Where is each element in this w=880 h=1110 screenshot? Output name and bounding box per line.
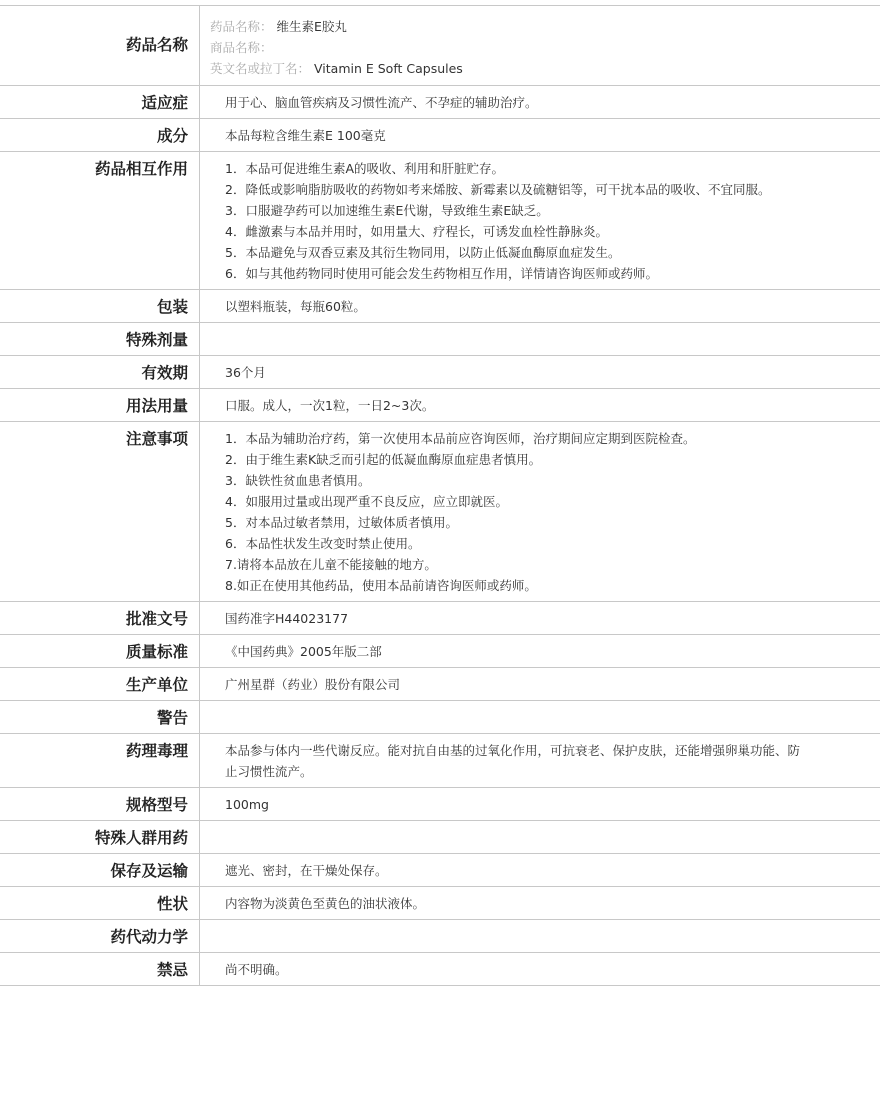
- row-value-line: 本品参与体内一些代谢反应。能对抗自由基的过氧化作用，可抗衰老、保护皮肤，还能增强卵巢功能、防止习惯性流产。: [225, 743, 801, 779]
- row-value: [200, 734, 880, 787]
- row-value-line: 1．本品为辅助治疗药，第一次使用本品前应咨询医师，治疗期间应定期到医院检查。: [225, 431, 696, 446]
- row-label: 保存及运输: [0, 854, 200, 886]
- table-row: [0, 668, 880, 701]
- row-value-line: 本品每粒含维生素E 100毫克: [225, 128, 386, 143]
- row-value: [200, 635, 880, 667]
- row-value: [200, 887, 880, 919]
- row-value-line: 广州星群（药业）股份有限公司: [225, 677, 401, 692]
- row-value-line: 100mg: [225, 797, 269, 812]
- table-row: [0, 422, 880, 602]
- table-row: [0, 152, 880, 290]
- table-row: [0, 854, 880, 887]
- table-row: [0, 821, 880, 854]
- row-label: 包装: [0, 290, 200, 322]
- row-label: 药代动力学: [0, 920, 200, 952]
- row-value: [200, 602, 880, 634]
- row-value-line: 4．雌激素与本品并用时，如用量大、疗程长，可诱发血栓性静脉炎。: [225, 224, 608, 239]
- row-value-line: 36个月: [225, 365, 266, 380]
- row-value: [200, 152, 880, 289]
- table-row: [0, 920, 880, 953]
- row-value-line: 《中国药典》2005年版二部: [225, 644, 382, 659]
- row-label: 药品名称: [0, 6, 200, 85]
- row-value: [200, 854, 880, 886]
- row-label: 药理毒理: [0, 734, 200, 787]
- table-row: [0, 953, 880, 986]
- drug-name-value: 维生素E胶丸: [276, 19, 347, 34]
- row-value: [200, 86, 880, 118]
- table-row: [0, 635, 880, 668]
- row-value-line: 2．降低或影响脂肪吸收的药物如考来烯胺、新霉素以及硫糖铝等，可干扰本品的吸收、不宜同服。: [225, 182, 771, 197]
- row-value-line: 遮光、密封，在干燥处保存。: [225, 863, 388, 878]
- row-label: 禁忌: [0, 953, 200, 985]
- row-value-line: 4．如服用过量或出现严重不良反应，应立即就医。: [225, 494, 508, 509]
- row-value: [200, 389, 880, 421]
- row-value-line: 用于心、脑血管疾病及习惯性流产、不孕症的辅助治疗。: [225, 95, 538, 110]
- table-row: [0, 734, 880, 788]
- row-value-line: 6．如与其他药物同时使用可能会发生药物相互作用，详情请咨询医师或药师。: [225, 266, 658, 281]
- row-value-line: 国药准字H44023177: [225, 611, 349, 626]
- row-value: [200, 422, 880, 601]
- row-label: 用法用量: [0, 389, 200, 421]
- row-value-line: 3．缺铁性贫血患者慎用。: [225, 473, 371, 488]
- row-label: 适应症: [0, 86, 200, 118]
- row-value-line: 尚不明确。: [225, 962, 288, 977]
- row-value-line: 3．口服避孕药可以加速维生素E代谢，导致维生素E缺乏。: [225, 203, 549, 218]
- table-row: [0, 602, 880, 635]
- english-name-value: Vitamin E Soft Capsules: [314, 61, 463, 76]
- table-row: [0, 389, 880, 422]
- row-value-line: 8.如正在使用其他药品，使用本品前请咨询医师或药师。: [225, 578, 537, 593]
- drug-spec-table: [0, 5, 880, 986]
- row-label: 成分: [0, 119, 200, 151]
- row-value-line: 5．本品避免与双香豆素及其衍生物同用，以防止低凝血酶原血症发生。: [225, 245, 621, 260]
- row-value-line: 1．本品可促进维生素A的吸收、利用和肝脏贮存。: [225, 161, 505, 176]
- table-row: [0, 788, 880, 821]
- row-value-line: 2．由于维生素K缺乏而引起的低凝血酶原血症患者慎用。: [225, 452, 542, 467]
- row-value-line: 内容物为淡黄色至黄色的油状液体。: [225, 896, 426, 911]
- table-row: [0, 119, 880, 152]
- table-row: [0, 356, 880, 389]
- row-value-line: 6．本品性状发生改变时禁止使用。: [225, 536, 421, 551]
- spec-rows: [0, 86, 880, 986]
- row-label: 生产单位: [0, 668, 200, 700]
- row-value: [200, 701, 880, 733]
- row-value: [200, 119, 880, 151]
- row-value: [200, 920, 880, 952]
- drug-name-key: 药品名称：: [210, 19, 273, 34]
- row-label: 质量标准: [0, 635, 200, 667]
- table-row: [0, 290, 880, 323]
- row-label: 特殊剂量: [0, 323, 200, 355]
- row-label: 性状: [0, 887, 200, 919]
- row-label: 药品相互作用: [0, 152, 200, 289]
- row-value: [200, 953, 880, 985]
- row-value: [200, 356, 880, 388]
- row-value-line: 口服。成人，一次1粒，一日2~3次。: [225, 398, 435, 413]
- table-row: [0, 887, 880, 920]
- row-value: [200, 788, 880, 820]
- table-row: [0, 86, 880, 119]
- row-value-line: 7.请将本品放在儿童不能接触的地方。: [225, 557, 437, 572]
- drug-name-block: [200, 6, 880, 85]
- row-value: [200, 323, 880, 355]
- english-name-key: 英文名或拉丁名：: [210, 61, 311, 76]
- row-value: [200, 821, 880, 853]
- row-value-line: 5．对本品过敏者禁用，过敏体质者慎用。: [225, 515, 458, 530]
- row-label: 警告: [0, 701, 200, 733]
- row-label: 有效期: [0, 356, 200, 388]
- row-label: 注意事项: [0, 422, 200, 601]
- row-value: [200, 290, 880, 322]
- row-label: 规格型号: [0, 788, 200, 820]
- row-label: 特殊人群用药: [0, 821, 200, 853]
- table-row: [0, 323, 880, 356]
- trade-name-key: 商品名称：: [210, 40, 273, 55]
- row-value-line: 以塑料瓶装，每瓶60粒。: [225, 299, 366, 314]
- row-value: [200, 668, 880, 700]
- row-label: 批准文号: [0, 602, 200, 634]
- row-drug-name: [0, 6, 880, 86]
- table-row: [0, 701, 880, 734]
